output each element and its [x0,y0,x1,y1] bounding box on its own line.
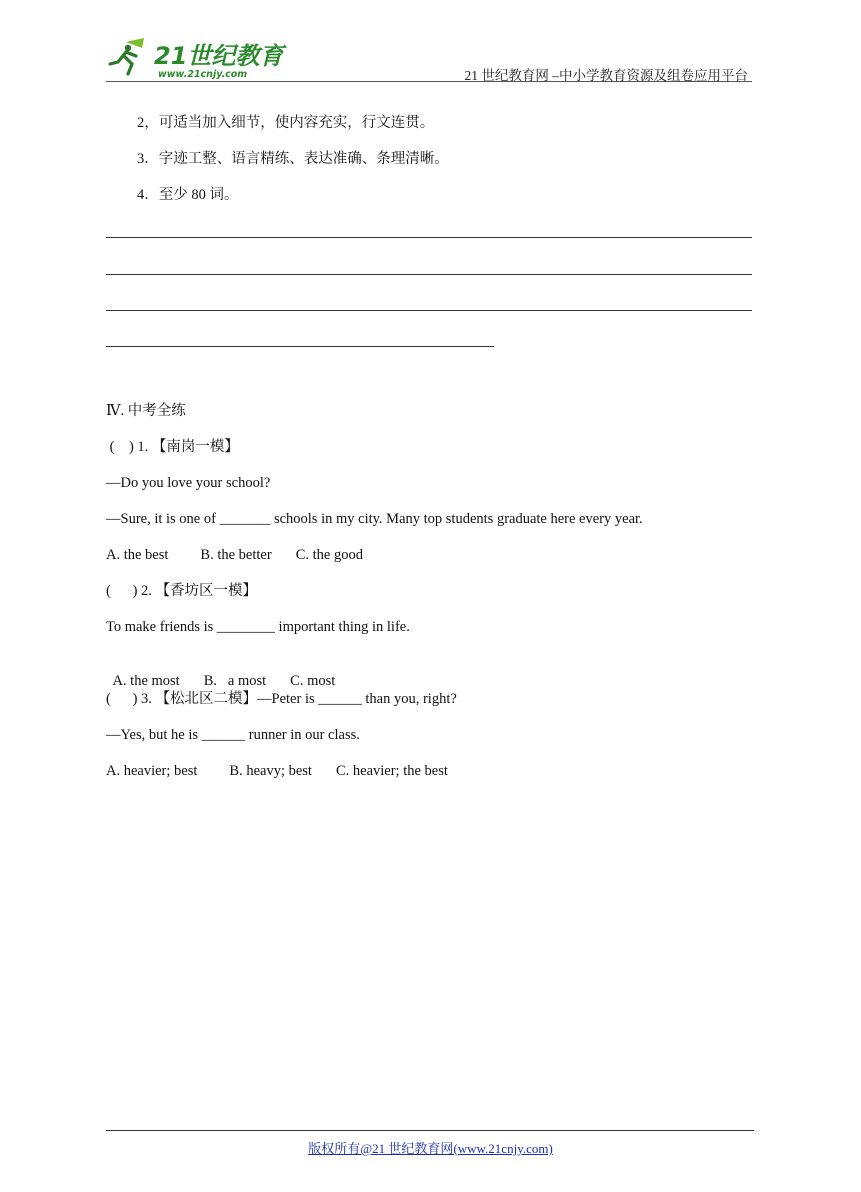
copyright-link[interactable]: 版权所有@21 世纪教育网(www.21cnjy.com) [308,1141,553,1156]
answer-blank-line[interactable] [106,346,494,347]
question-1-options [106,546,363,564]
logo [106,34,296,80]
header-divider [106,81,752,82]
requirement-2: 2，可适当加入细节，使内容充实，行文连贯。 [137,115,435,131]
option-b[interactable]: B. a most [203,673,267,689]
question-1-line-2: —Sure, it is one of _______ schools in my city. Many top students graduate here every year. [106,511,643,527]
section-title: Ⅳ. 中考全练 [106,403,186,419]
page-header [106,34,752,84]
requirement-4: 4．至少 80 词。 [137,187,239,203]
answer-blank-line[interactable] [106,274,752,275]
option-c[interactable]: C. most [290,673,336,689]
option-a[interactable]: A. the most [112,673,180,689]
logo-url: www.21cnjy.com [158,69,248,80]
option-a[interactable]: A. the best [106,547,169,563]
runner-icon [110,38,144,74]
question-3-line-1: —Yes, but he is ______ runner in our class. [106,727,360,743]
requirement-3: 3．字迹工整、语言精练、表达准确、条理清晰。 [137,151,449,167]
question-1-head: ( ) 1. 【南岗一模】 [106,439,239,455]
option-b[interactable]: B. heavy; best [229,763,312,779]
question-2-head: ( ) 2. 【香坊区一模】 [106,583,258,599]
question-2-line-1: To make friends is ________ important thing in life. [106,619,410,635]
option-c[interactable]: C. heavier; the best [335,763,448,779]
question-3-head: ( ) 3. 【松北区二模】—Peter is ______ than you, right? [106,691,457,707]
page-footer [0,1138,861,1157]
question-2-options [106,654,335,690]
option-c[interactable]: C. the good [295,547,363,563]
logo-text: 21世纪教育 [154,42,284,70]
header-site-title: 21 世纪教育网 –中小学教育资源及组卷应用平台 [464,68,748,83]
question-3-options [106,762,448,780]
option-a[interactable]: A. heavier; best [106,763,198,779]
footer-divider [106,1130,754,1131]
question-1-line-1: —Do you love your school? [106,475,271,491]
answer-blank-line[interactable] [106,237,752,238]
answer-blank-line[interactable] [106,310,752,311]
option-b[interactable]: B. the better [200,547,272,563]
